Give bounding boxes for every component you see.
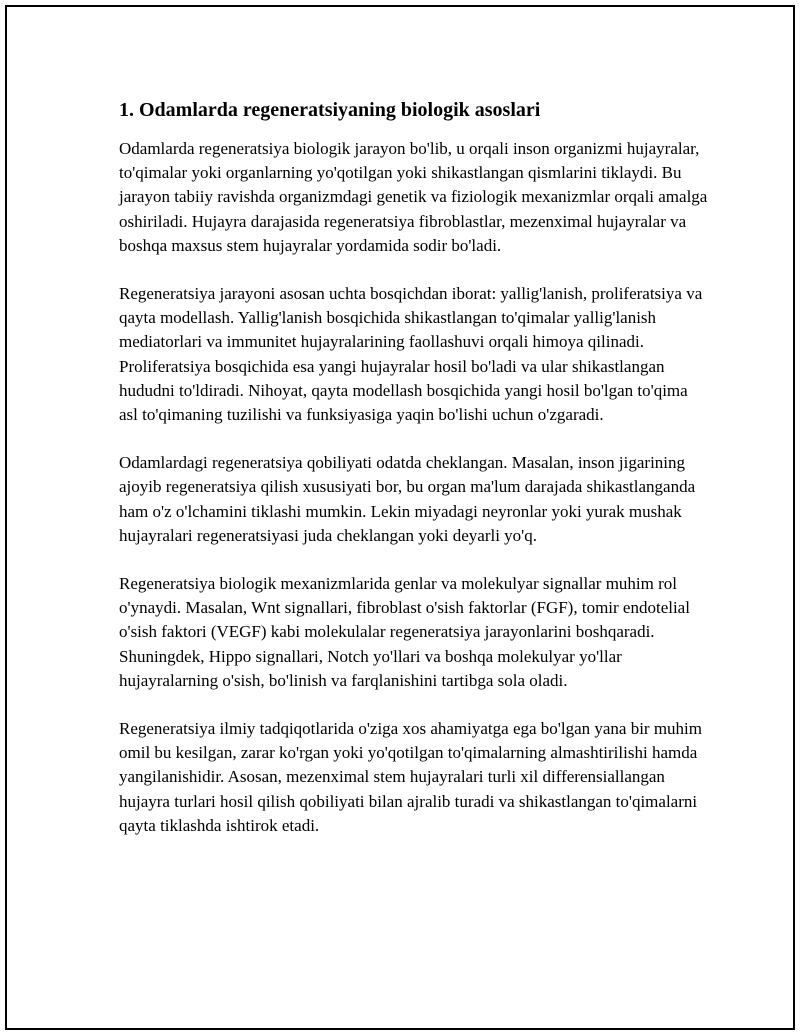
document-page bbox=[5, 5, 795, 1030]
section-heading: 1. Odamlarda regeneratsiyaning biologik asoslari bbox=[119, 99, 541, 121]
paragraph-1: Odamlarda regeneratsiya biologik jarayon bo'lib, u orqali inson organizmi hujayralar, to'qimalar yoki organlarning yo'qotilgan yoki shikastlangan qismlarini tiklaydi. Bu jarayon tabiiy ravishda organizmdagi genetik va fiziologik mexanizmlar orqali amalga oshiriladi. Hujayra darajasida regeneratsiya fibroblastlar, mezenximal hujayralar va boshqa maxsus stem hujayralar yordamida sodir bo'ladi. bbox=[119, 139, 708, 255]
document-content bbox=[119, 97, 709, 862]
paragraph-2: Regeneratsiya jarayoni asosan uchta bosqichdan iborat: yallig'lanish, proliferatsiya va qayta modellash. Yallig'lanish bosqichida shikastlangan to'qimalar yallig'lanish mediatorlari va immunitet hujayralarining faollashuvi orqali himoya qilinadi. Proliferatsiya bosqichida esa yangi hujayralar hosil bo'ladi va ular shikastlangan hududni to'ldiradi. Nihoyat, qayta modellash bosqichida yangi hosil bo'lgan to'qima asl to'qimaning tuzilishi va funksiyasiga yaqin bo'lishi uchun o'zgaradi. bbox=[119, 284, 703, 425]
paragraph-5: Regeneratsiya ilmiy tadqiqotlarida o'ziga xos ahamiyatga ega bo'lgan yana bir muhim omil bu kesilgan, zarar ko'rgan yoki yo'qotilgan to'qimalarning almashtirilishi hamda yangilanishidir. Asosan, mezenximal stem hujayralari turli xil differensiallangan hujayra turlari hosil qilish qobiliyati bilan ajralib turadi va shikastlangan to'qimalarni qayta tiklashda ishtirok etadi. bbox=[119, 719, 703, 835]
paragraph-4: Regeneratsiya biologik mexanizmlarida genlar va molekulyar signallar muhim rol o'ynaydi. Masalan, Wnt signallari, fibroblast o'sish faktorlar (FGF), tomir endotelial o'sish faktori (VEGF) kabi molekulalar regeneratsiya jarayonlarini boshqaradi. Shuningdek, Hippo signallari, Notch yo'llari va boshqa molekulyar yo'llar hujayralarning o'sish, bo'linish va farqlanishini tartibga sola oladi. bbox=[119, 574, 690, 690]
paragraph-3: Odamlardagi regeneratsiya qobiliyati odatda cheklangan. Masalan, inson jigarining ajoyib regeneratsiya qilish xususiyati bor, bu organ ma'lum darajada shikastlanganda ham o'z o'lchamini tiklashi mumkin. Lekin miyadagi neyronlar yoki yurak mushak hujayralari regeneratsiyasi juda cheklangan yoki deyarli yo'q. bbox=[119, 453, 696, 545]
